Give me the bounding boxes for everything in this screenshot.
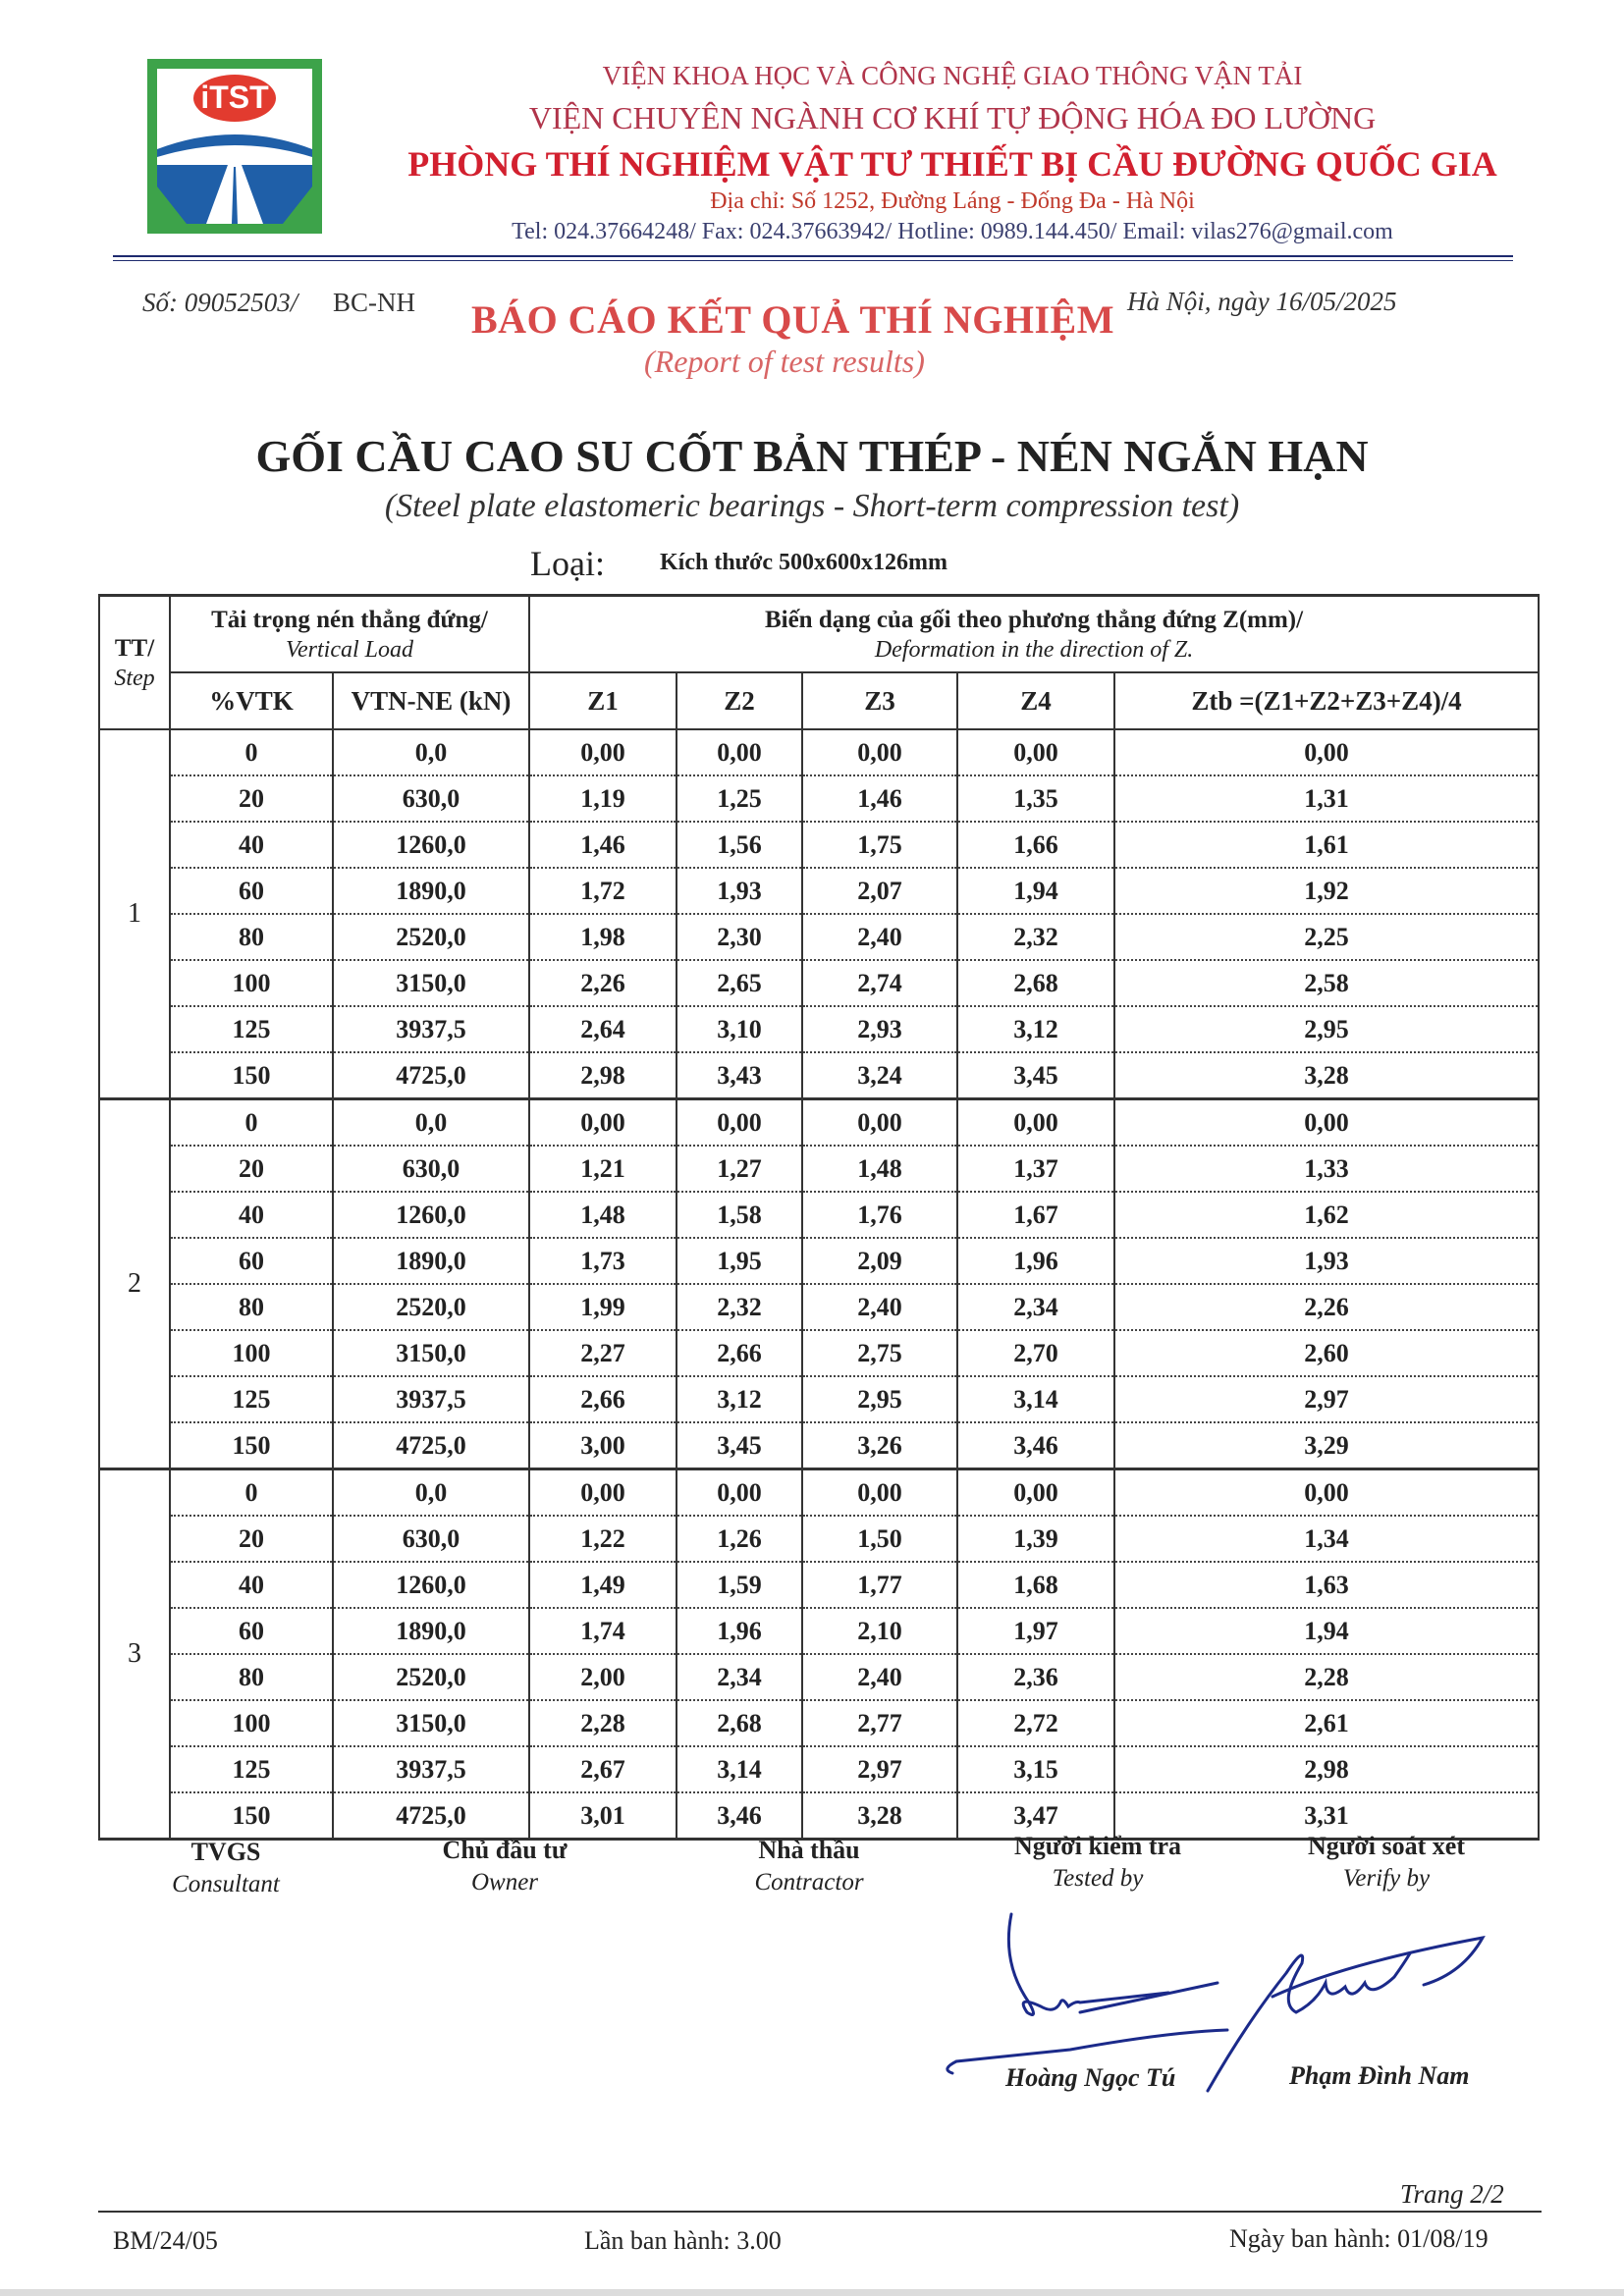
step-cell: 1 [99,729,170,1099]
cell-ztb: 1,31 [1114,775,1539,822]
cell-z1: 0,00 [529,1469,677,1517]
cell-z4: 0,00 [957,1099,1114,1147]
cell-z4: 1,39 [957,1516,1114,1562]
lab-name: PHÒNG THÍ NGHIỆM VẬT TƯ THIẾT BỊ CẦU ĐƯỜNG QUỐC GIA [407,144,1497,184]
step-cell: 2 [99,1099,170,1469]
cell-z4: 1,66 [957,822,1114,868]
scan-edge [0,2289,1624,2296]
cell-z1: 1,46 [529,822,677,868]
cell-z3: 1,48 [802,1146,957,1192]
report-title: BÁO CÁO KẾT QUẢ THÍ NGHIỆM [471,297,1114,342]
step-header-en: Step [114,666,155,691]
cell-ztb: 3,28 [1114,1052,1539,1099]
cell-kn: 3150,0 [333,1330,529,1376]
table-row [99,1099,1539,1147]
cell-z3: 1,46 [802,775,957,822]
signature-consultant [98,1838,353,1898]
cell-z2: 3,45 [677,1422,802,1469]
cell-z1: 1,72 [529,868,677,914]
cell-z2: 1,26 [677,1516,802,1562]
tested-by-name: Hoàng Ngọc Tú [1005,2063,1176,2092]
load-header-en: Vertical Load [286,637,413,663]
cell-z4: 1,35 [957,775,1114,822]
cell-z2: 3,10 [677,1006,802,1052]
col-header-kn: VTN-NE (kN) [333,672,529,729]
cell-z2: 0,00 [677,1099,802,1147]
cell-z3: 1,50 [802,1516,957,1562]
cell-z3: 3,24 [802,1052,957,1099]
cell-z3: 2,77 [802,1700,957,1746]
cell-z3: 3,28 [802,1792,957,1840]
cell-z4: 1,97 [957,1608,1114,1654]
cell-z1: 2,27 [529,1330,677,1376]
cell-pct: 60 [170,1608,333,1654]
cell-ztb: 2,60 [1114,1330,1539,1376]
cell-z4: 3,14 [957,1376,1114,1422]
contact-info: Tel: 024.37664248/ Fax: 024.37663942/ Hotline: 0989.144.450/ Email: vilas276@gmail.com [512,219,1393,244]
cell-z1: 1,74 [529,1608,677,1654]
table-row [99,822,1539,868]
cell-z2: 2,65 [677,960,802,1006]
deformation-header-vi: Biến dạng của gối theo phương thẳng đứng Z(mm)/ [764,607,1304,633]
col-header-z4: Z4 [957,672,1114,729]
cell-kn: 1260,0 [333,1562,529,1608]
cell-z4: 3,46 [957,1422,1114,1469]
cell-z1: 2,98 [529,1052,677,1099]
page-number: Trang 2/2 [1400,2179,1504,2209]
edition: Lần ban hành: 3.00 [584,2226,782,2255]
cell-pct: 0 [170,729,333,775]
type-label: Loại: [530,544,605,583]
cell-z3: 2,10 [802,1608,957,1654]
cell-z3: 2,40 [802,1654,957,1700]
cell-ztb: 0,00 [1114,729,1539,775]
cell-kn: 3937,5 [333,1746,529,1792]
cell-pct: 20 [170,775,333,822]
cell-kn: 0,0 [333,1469,529,1517]
tested-vi: Người kiểm tra [1013,1832,1182,1860]
cell-ztb: 1,63 [1114,1562,1539,1608]
cell-z4: 2,72 [957,1700,1114,1746]
cell-z4: 2,70 [957,1330,1114,1376]
cell-z4: 0,00 [957,1469,1114,1517]
cell-z3: 2,07 [802,868,957,914]
col-header-pct: %VTK [170,672,333,729]
cell-z2: 1,25 [677,775,802,822]
signature-tested-by [970,1832,1225,1893]
address: Địa chỉ: Số 1252, Đường Láng - Đống Đa - Hà Nội [710,188,1195,214]
cell-z4: 2,34 [957,1284,1114,1330]
step-header [99,596,170,730]
cell-z2: 0,00 [677,729,802,775]
cell-kn: 2520,0 [333,914,529,960]
cell-kn: 3937,5 [333,1006,529,1052]
table-row [99,868,1539,914]
cell-z1: 2,00 [529,1654,677,1700]
tested-en: Tested by [1052,1865,1144,1892]
contractor-vi: Nhà thầu [758,1836,860,1864]
cell-z2: 2,66 [677,1330,802,1376]
sub-institute-name: VIỆN CHUYÊN NGÀNH CƠ KHÍ TỰ ĐỘNG HÓA ĐO LƯỜNG [528,100,1377,135]
cell-z4: 2,36 [957,1654,1114,1700]
cell-kn: 630,0 [333,1516,529,1562]
cell-z1: 1,73 [529,1238,677,1284]
cell-z4: 1,68 [957,1562,1114,1608]
cell-pct: 80 [170,1284,333,1330]
signature-contractor [681,1836,937,1896]
cell-z1: 1,19 [529,775,677,822]
cell-ztb: 1,34 [1114,1516,1539,1562]
footer-rule [98,2211,1542,2213]
cell-z4: 3,12 [957,1006,1114,1052]
cell-z2: 1,27 [677,1146,802,1192]
report-number-suffix: BC-NH [333,288,416,317]
cell-z2: 3,43 [677,1052,802,1099]
cell-pct: 125 [170,1006,333,1052]
itst-logo [147,59,322,234]
step-header-vi: TT/ [114,635,155,662]
cell-z3: 0,00 [802,729,957,775]
cell-pct: 80 [170,914,333,960]
cell-ztb: 3,31 [1114,1792,1539,1840]
table-row [99,1654,1539,1700]
cell-z4: 1,94 [957,868,1114,914]
cell-kn: 1890,0 [333,1238,529,1284]
report-number-label: Số: 09052503/ [142,288,298,317]
cell-kn: 3150,0 [333,1700,529,1746]
cell-kn: 630,0 [333,1146,529,1192]
cell-z4: 2,32 [957,914,1114,960]
signature-verify-by [1259,1832,1514,1893]
cell-z4: 1,96 [957,1238,1114,1284]
cell-z2: 0,00 [677,1469,802,1517]
cell-ztb: 1,61 [1114,822,1539,868]
owner-vi: Chủ đầu tư [442,1836,568,1864]
cell-z1: 1,98 [529,914,677,960]
table-row [99,1562,1539,1608]
cell-kn: 4725,0 [333,1422,529,1469]
owner-en: Owner [470,1869,539,1896]
cell-z2: 2,30 [677,914,802,960]
cell-z2: 1,56 [677,822,802,868]
cell-kn: 1890,0 [333,1608,529,1654]
cell-ztb: 1,33 [1114,1146,1539,1192]
cell-z3: 2,40 [802,1284,957,1330]
cell-z2: 1,96 [677,1608,802,1654]
cell-pct: 40 [170,822,333,868]
col-header-ztb: Ztb =(Z1+Z2+Z3+Z4)/4 [1114,672,1539,729]
cell-z1: 1,21 [529,1146,677,1192]
cell-z1: 1,99 [529,1284,677,1330]
cell-ztb: 2,97 [1114,1376,1539,1422]
report-subtitle: (Report of test results) [644,344,925,379]
verify-by-name: Phạm Đình Nam [1289,2061,1470,2090]
cell-z4: 0,00 [957,729,1114,775]
cell-z4: 1,37 [957,1146,1114,1192]
cell-z3: 2,74 [802,960,957,1006]
cell-pct: 0 [170,1469,333,1517]
cell-ztb: 2,28 [1114,1654,1539,1700]
cell-z3: 3,26 [802,1422,957,1469]
cell-pct: 60 [170,868,333,914]
table-row [99,1192,1539,1238]
cell-z2: 1,95 [677,1238,802,1284]
cell-pct: 40 [170,1562,333,1608]
results-table [98,594,1540,1841]
header-rule [113,255,1513,257]
cell-z1: 2,64 [529,1006,677,1052]
table-row [99,1516,1539,1562]
table-row [99,1052,1539,1099]
table-row [99,729,1539,775]
cell-ztb: 0,00 [1114,1469,1539,1517]
cell-z2: 1,58 [677,1192,802,1238]
cell-z1: 0,00 [529,1099,677,1147]
cell-kn: 2520,0 [333,1654,529,1700]
col-header-z1: Z1 [529,672,677,729]
cell-z3: 1,76 [802,1192,957,1238]
contractor-en: Contractor [754,1869,864,1896]
cell-kn: 1260,0 [333,822,529,868]
cell-z3: 1,75 [802,822,957,868]
cell-kn: 3150,0 [333,960,529,1006]
cell-ztb: 2,26 [1114,1284,1539,1330]
load-header [170,596,529,673]
cell-z1: 1,22 [529,1516,677,1562]
table-row [99,1330,1539,1376]
cell-ztb: 0,00 [1114,1099,1539,1147]
table-row [99,1006,1539,1052]
cell-kn: 630,0 [333,775,529,822]
cell-ztb: 3,29 [1114,1422,1539,1469]
cell-pct: 0 [170,1099,333,1147]
cell-pct: 125 [170,1746,333,1792]
deformation-header-en: Deformation in the direction of Z. [874,637,1194,663]
cell-ztb: 1,93 [1114,1238,1539,1284]
issue-date: Ngày ban hành: 01/08/19 [1229,2224,1489,2253]
cell-z1: 2,66 [529,1376,677,1422]
cell-z1: 0,00 [529,729,677,775]
cell-z4: 1,67 [957,1192,1114,1238]
institute-name: VIỆN KHOA HỌC VÀ CÔNG NGHỆ GIAO THÔNG VẬN TẢI [602,61,1303,90]
cell-pct: 100 [170,1330,333,1376]
table-row [99,1284,1539,1330]
table-row [99,1608,1539,1654]
cell-z3: 2,75 [802,1330,957,1376]
cell-z2: 3,12 [677,1376,802,1422]
cell-z1: 3,01 [529,1792,677,1840]
cell-z3: 2,40 [802,914,957,960]
cell-z3: 2,97 [802,1746,957,1792]
cell-pct: 20 [170,1146,333,1192]
cell-pct: 20 [170,1516,333,1562]
cell-ztb: 2,95 [1114,1006,1539,1052]
cell-z3: 0,00 [802,1469,957,1517]
cell-z1: 3,00 [529,1422,677,1469]
form-code: BM/24/05 [113,2226,218,2255]
table-row [99,1238,1539,1284]
cell-z1: 1,48 [529,1192,677,1238]
table-row [99,775,1539,822]
cell-z3: 2,95 [802,1376,957,1422]
cell-z1: 1,49 [529,1562,677,1608]
cell-pct: 150 [170,1422,333,1469]
cell-z2: 2,34 [677,1654,802,1700]
test-title: GỐI CẦU CAO SU CỐT BẢN THÉP - NÉN NGẮN HẠN [255,431,1369,481]
cell-z4: 3,15 [957,1746,1114,1792]
cell-kn: 2520,0 [333,1284,529,1330]
load-header-vi: Tải trọng nén thẳng đứng/ [211,607,488,633]
cell-ztb: 2,61 [1114,1700,1539,1746]
col-header-z2: Z2 [677,672,802,729]
step-cell: 3 [99,1469,170,1840]
cell-kn: 4725,0 [333,1052,529,1099]
cell-z4: 3,45 [957,1052,1114,1099]
cell-pct: 125 [170,1376,333,1422]
cell-z1: 2,28 [529,1700,677,1746]
cell-pct: 150 [170,1052,333,1099]
logo-text: iTST [200,80,269,115]
cell-ztb: 1,92 [1114,868,1539,914]
report-date: Hà Nội, ngày 16/05/2025 [1127,287,1397,316]
cell-z3: 2,93 [802,1006,957,1052]
verify-en: Verify by [1342,1865,1431,1892]
table-row [99,914,1539,960]
cell-kn: 3937,5 [333,1376,529,1422]
verify-vi: Người soát xét [1308,1832,1465,1860]
cell-z2: 2,32 [677,1284,802,1330]
cell-pct: 80 [170,1654,333,1700]
cell-z2: 3,14 [677,1746,802,1792]
table-row [99,1469,1539,1517]
cell-z2: 1,93 [677,868,802,914]
test-subtitle: (Steel plate elastomeric bearings - Short-term compression test) [384,488,1240,524]
cell-ztb: 1,62 [1114,1192,1539,1238]
cell-z3: 2,09 [802,1238,957,1284]
cell-z4: 3,47 [957,1792,1114,1840]
cell-z2: 1,59 [677,1562,802,1608]
col-header-z3: Z3 [802,672,957,729]
type-value: Kích thước 500x600x126mm [660,550,948,575]
cell-ztb: 1,94 [1114,1608,1539,1654]
deformation-header [529,596,1539,673]
cell-pct: 100 [170,960,333,1006]
cell-pct: 100 [170,1700,333,1746]
table-row [99,960,1539,1006]
cell-z2: 2,68 [677,1700,802,1746]
cell-z3: 0,00 [802,1099,957,1147]
cell-kn: 4725,0 [333,1792,529,1840]
cell-kn: 0,0 [333,729,529,775]
cell-pct: 40 [170,1192,333,1238]
cell-z1: 2,26 [529,960,677,1006]
table-row [99,1146,1539,1192]
cell-ztb: 2,25 [1114,914,1539,960]
header-rule-thin [113,260,1513,261]
cell-ztb: 2,98 [1114,1746,1539,1792]
consultant-vi: TVGS [190,1838,261,1866]
cell-kn: 1260,0 [333,1192,529,1238]
cell-kn: 1890,0 [333,868,529,914]
cell-kn: 0,0 [333,1099,529,1147]
table-row [99,1700,1539,1746]
table-row [99,1422,1539,1469]
cell-ztb: 2,58 [1114,960,1539,1006]
cell-pct: 150 [170,1792,333,1840]
signature-owner [377,1836,632,1896]
cell-z4: 2,68 [957,960,1114,1006]
table-row [99,1376,1539,1422]
cell-z2: 3,46 [677,1792,802,1840]
cell-z3: 1,77 [802,1562,957,1608]
cell-z1: 2,67 [529,1746,677,1792]
consultant-en: Consultant [172,1871,280,1897]
cell-pct: 60 [170,1238,333,1284]
table-row [99,1746,1539,1792]
